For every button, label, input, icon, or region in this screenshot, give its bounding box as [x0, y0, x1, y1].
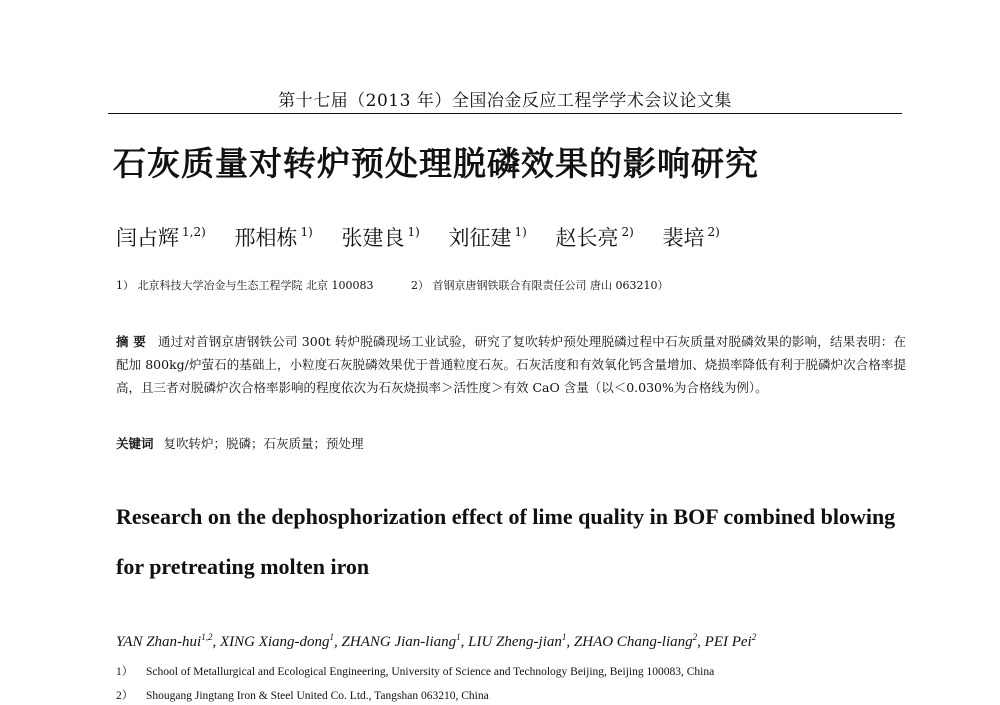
paper-title-chinese: 石灰质量对转炉预处理脱磷效果的影响研究: [113, 144, 759, 183]
affiliation-chinese-2: 2） 首钢京唐钢铁联合有限责任公司 唐山 063210）: [410, 279, 669, 292]
keywords: [116, 434, 364, 452]
author-chinese: 赵长亮 $^{2)}$: [555, 225, 634, 250]
affiliation-english-1: 1） School of Metallurgical and Ecological Engineering, University of Science and Technology Beijing, Beijing 100083, China: [116, 666, 715, 678]
header-rule: [108, 113, 902, 114]
author-chinese: 邢相栋 $^{1)}$: [234, 225, 313, 250]
author-chinese: 裴培 $^{2)}$: [662, 225, 720, 250]
author-english: PEI Pei$^2$: [704, 632, 757, 650]
author-english: XING Xiang-dong$^1$: [219, 632, 335, 650]
keywords-text: 复吹转炉；脱磷；石灰质量；预处理: [163, 436, 364, 451]
author-english: YAN Zhan-hui$^{1,2}$: [116, 632, 213, 650]
author-list-english: YAN Zhan-hui$^{1,2}$, XING Xiang-dong$^1$, ZHANG Jian-liang$^1$, LIU Zheng-jian$^1$, ZHAO Chang-liang$^2$, PEI Pei$^2$: [116, 632, 757, 650]
keywords-label: 关键词: [116, 436, 154, 451]
author-chinese: 张建良 $^{1)}$: [341, 225, 420, 250]
author-english: LIU Zheng-jian$^1$: [468, 632, 567, 650]
author-list-chinese: [116, 222, 742, 252]
affiliation-english-2: 2） Shougang Jingtang Iron & Steel United Co. Ltd., Tangshan 063210, China: [116, 690, 489, 702]
author-english: ZHAO Chang-liang$^2$: [573, 632, 698, 650]
author-english: ZHANG Jian-liang$^1$: [341, 632, 461, 650]
affiliation-chinese-1: 1） 北京科技大学冶金与生态工程学院 北京 100083: [116, 279, 374, 292]
running-header: 第十七届（2013 年）全国冶金反应工程学学术会议论文集: [278, 91, 732, 111]
abstract: [116, 330, 906, 399]
abstract-label: 摘 要: [116, 334, 146, 349]
abstract-text: 通过对首钢京唐钢铁公司 300t 转炉脱磷现场工业试验，研究了复吹转炉预处理脱磷过程中石灰质量对脱磷效果的影响，结果表明：在配加 800kg/炉萤石的基础上，小粒度石灰脱磷效果优于普通粒度石灰。石灰活度和有效氧化钙含量增加、烧损率降低有利于脱磷炉次合格率提高，且三者对脱磷炉次合格率影响的程度依次为石灰烧损率＞活性度＞有效 CaO 含量（以＜0.030%为合格线为例）。: [116, 334, 906, 395]
author-chinese: 闫占辉 $^{1,2)}$: [116, 225, 206, 250]
affiliations-chinese: [116, 277, 702, 293]
author-chinese: 刘征建 $^{1)}$: [448, 225, 527, 250]
paper-title-english: Research on the dephosphorization effect of lime quality in BOF combined blowing for pretreating molten iron: [116, 504, 896, 579]
